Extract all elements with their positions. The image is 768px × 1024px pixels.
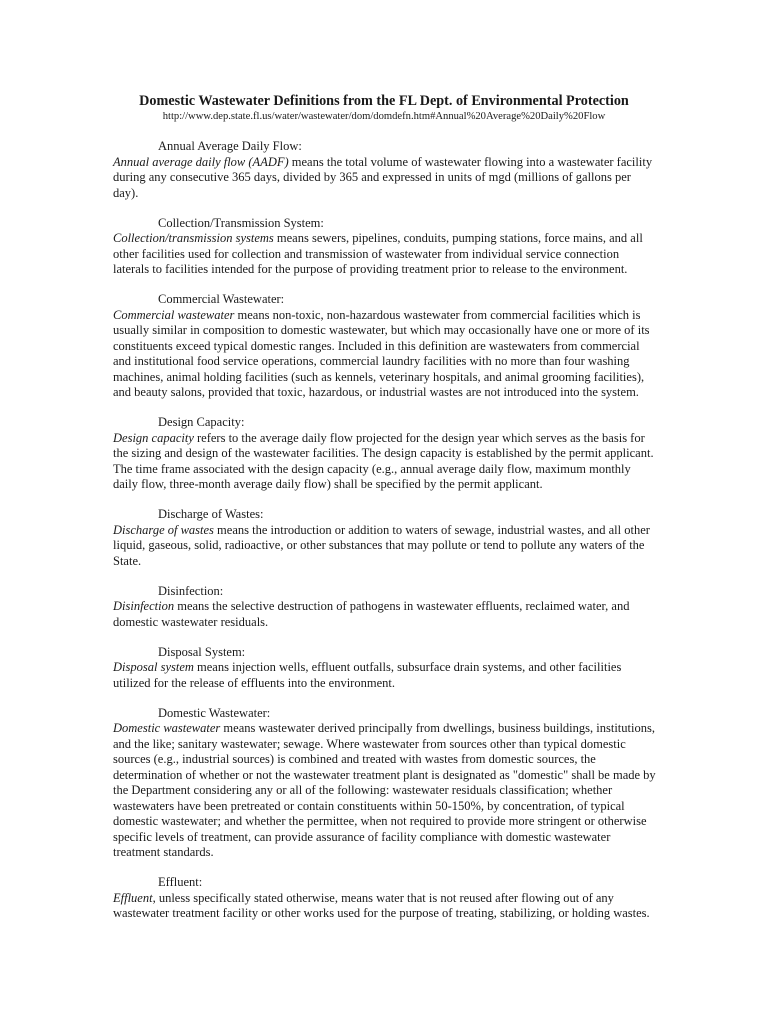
definition-text bbox=[113, 431, 658, 493]
definition-body: refers to the average daily flow projected for the design year which serves as the basis for the sizing and design of the wastewater facilities. The design capacity is established by the permit applicant. The time frame associated with the design capacity (e.g., annual average daily flow, maximum monthly daily flow, three-month average daily flow) shall be specified by the permit applicant. bbox=[113, 430, 654, 491]
definition-heading: Disposal System: bbox=[158, 644, 246, 659]
definition-entry-design-capacity bbox=[113, 415, 658, 493]
definition-body: means wastewater derived principally from dwellings, business buildings, institutions, and the like; sanitary wastewater; sewage. Where wastewater from sources other than typical domestic sources (e.g., industrial sources) is combined and treated with wastes from domestic sources, the determination of whether or not the wastewater treatment plant is designated as "domestic" shall be made by the Department considering any or all of the following: wastewater residuals classification; whether wastewaters have been pretreated or contain constituents within 50-150%, by concentration, of typical domestic wastewater; and whether the permittee, when not required to provide more stringent or otherwise specific levels of treatment, can provide assurance of facility compliance with domestic wastewater treatment standards. bbox=[113, 721, 656, 859]
definition-heading: Annual Average Daily Flow: bbox=[158, 139, 302, 153]
definition-body: means non-toxic, non-hazardous wastewater from commercial facilities which is usually similar in composition to domestic wastewater, but which may occasionally have one or more of its constituents exceed typical domestic ranges. Included in this definition are wastewaters from commercial and institutional food service operations, commercial laundry facilities with no more than four washing machines, animal holding facilities (such as kennels, veterinary hospitals, and animal grooming facilities), and beauty salons, provided that toxic, hazardous, or industrial wastes are not introduced into the system. bbox=[113, 307, 650, 399]
definition-body: means injection wells, effluent outfalls, subsurface drain systems, and other facilities utilized for the release of effluents into the environment. bbox=[113, 660, 622, 690]
definition-text bbox=[113, 599, 658, 630]
definition-body: , unless specifically stated otherwise, means water that is not reused after flowing out of any wastewater treatment facility or other works used for the purpose of treating, stabilizing, or holding wastes. bbox=[113, 890, 650, 920]
definition-term: Design capacity bbox=[113, 430, 194, 445]
definition-entry-annual-average-daily-flow bbox=[113, 139, 658, 201]
definition-entry-effluent bbox=[113, 875, 658, 922]
document-title: Domestic Wastewater Definitions from the FL Dept. of Environmental Protection bbox=[139, 93, 629, 109]
definition-entry-disinfection bbox=[113, 584, 658, 631]
definition-term: Domestic wastewater bbox=[113, 721, 221, 735]
definition-term: Collection/transmission systems bbox=[113, 231, 274, 245]
definition-term: Disinfection bbox=[113, 599, 175, 613]
definition-body: means the total volume of wastewater flowing into a wastewater facility during any consecutive 365 days, divided by 365 and expressed in units of mgd (millions of gallons per day). bbox=[113, 154, 653, 200]
definition-heading: Domestic Wastewater: bbox=[158, 705, 271, 720]
definition-heading: Design Capacity: bbox=[158, 415, 245, 429]
source-url: http://www.dep.state.fl.us/water/wastewater/dom/domdefn.htm#Annual%20Average%20Daily%20Flow bbox=[162, 111, 606, 122]
definition-heading: Collection/Transmission System: bbox=[158, 215, 324, 230]
definition-text bbox=[113, 155, 658, 202]
definition-entry-collection-transmission-system bbox=[113, 216, 658, 278]
definition-entry-disposal-system bbox=[113, 645, 658, 692]
definition-text bbox=[113, 891, 658, 922]
definition-entry-commercial-wastewater bbox=[113, 292, 658, 401]
definition-text bbox=[113, 721, 658, 861]
definition-heading: Commercial Wastewater: bbox=[158, 292, 285, 306]
definition-text bbox=[113, 523, 658, 570]
definition-text bbox=[113, 660, 658, 691]
definitions-list bbox=[113, 139, 658, 936]
definition-body: means the introduction or addition to waters of sewage, industrial wastes, and all other liquid, gaseous, solid, radioactive, or other substances that may pollute or tend to pollute any waters of the State. bbox=[113, 522, 650, 568]
definition-entry-domestic-wastewater bbox=[113, 706, 658, 861]
definition-term: Discharge of wastes bbox=[113, 522, 214, 537]
definition-term: Disposal system bbox=[113, 660, 194, 674]
definition-heading: Effluent: bbox=[158, 875, 203, 889]
definition-text bbox=[113, 231, 658, 278]
definition-term: Commercial wastewater bbox=[113, 307, 235, 322]
definition-body: means sewers, pipelines, conduits, pumping stations, force mains, and all other facilities used for collection and transmission of wastewater from individual service connection laterals to facilities intended for the purpose of providing treatment prior to release to the environment. bbox=[113, 231, 643, 276]
definition-heading: Discharge of Wastes: bbox=[158, 507, 264, 521]
definition-term: Annual average daily flow (AADF) bbox=[113, 154, 289, 169]
definition-text bbox=[113, 308, 658, 401]
definition-heading: Disinfection: bbox=[158, 583, 224, 598]
definition-entry-discharge-of-wastes bbox=[113, 507, 658, 569]
definition-term: Effluent bbox=[113, 890, 153, 905]
definition-body: means the selective destruction of pathogens in wastewater effluents, reclaimed water, and domestic wastewater residuals. bbox=[113, 599, 630, 629]
